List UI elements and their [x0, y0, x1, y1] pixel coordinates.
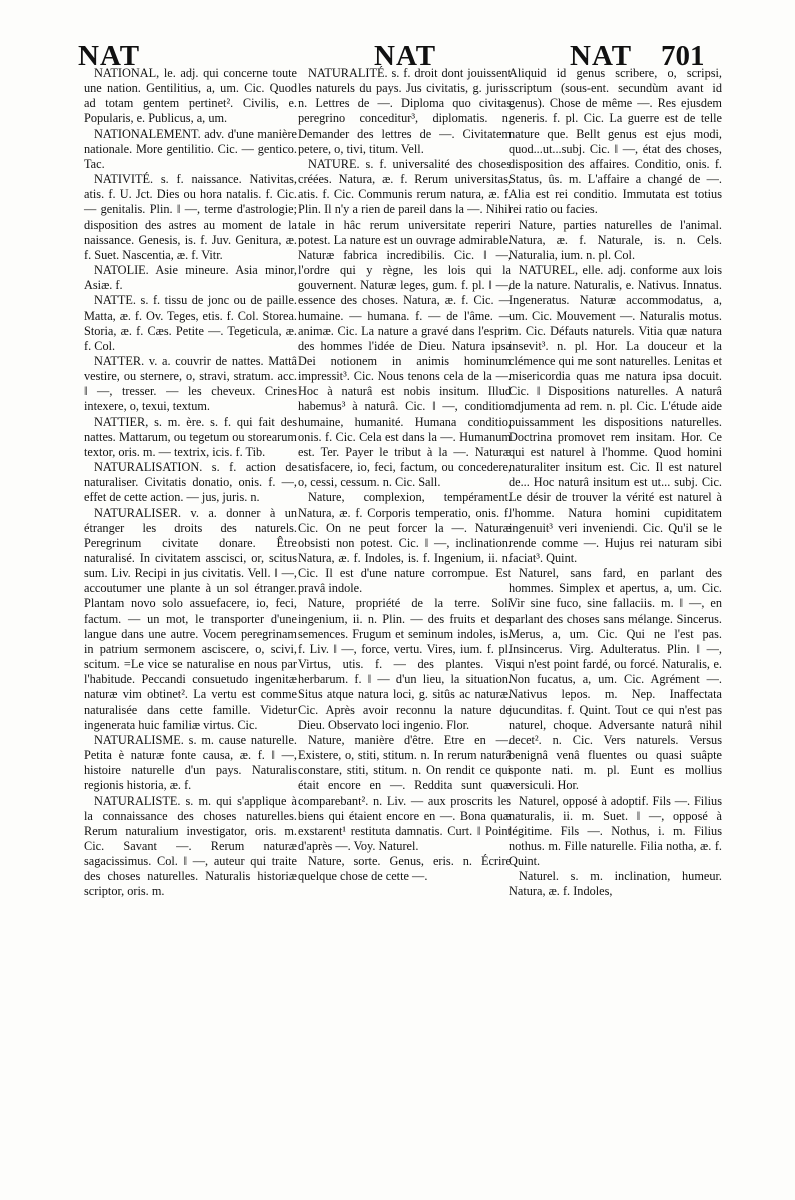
dictionary-entry: NATTIER, s. m. ère. s. f. qui fait des nattes. Mattarum, ou tegetum ou storearum textor, oris. m. — textrix, icis. f. Tib. — [84, 414, 297, 459]
header-center: NAT — [374, 40, 437, 72]
header-right: NAT — [570, 40, 633, 72]
dictionary-entry: NATIVITÉ. s. f. naissance. Nativitas, atis. f. U. Jct. Dies ou hora natalis. f. Cic. — genitalis. Plin. ‖ —, terme d'astrologie; disposition des astres au moment de la naissance. Genesis, is. f. Juv. Genitura, æ. f. Suet. Nascentia, æ. f. Vitr. — [84, 172, 297, 262]
column-left — [84, 66, 297, 900]
dictionary-entry: Nature, sorte. Genus, eris. n. Écrire quelque chose de cette —. — [298, 854, 511, 884]
dictionary-entry: Nature, parties naturelles de l'animal. Natura, æ. f. Naturale, is. n. Cels. Naturalia, ium. n. pl. Col. — [509, 217, 722, 262]
dictionary-entry: Nature, manière d'être. Etre en —. Existere, o, stiti, stitum. n. In rerum naturâ constare, stiti, stitum. n. On rendit ce qui était encore en —. Reddita sunt quæ comparebant². n. Liv. — aux proscrits les biens qui étaient encore en —. Bona quæ exstarent¹ restituta damnatis. Curt. ‖ Point d'après —. Voy. Naturel. — [298, 732, 511, 853]
page-number: 701 — [661, 40, 705, 72]
dictionary-entry: Naturel, opposé à adoptif. Fils —. Filius naturalis, ii. m. Suet. ‖ —, opposé à légitime. Fils —. Nothus, i. m. Filius nothus. m. Fille naturelle. Filia notha, æ. f. Quint. — [509, 793, 722, 869]
dictionary-entry: Nature, propriété de la terre. Soli ingenium, ii. n. Plin. — des fruits et des semences. Frugum et seminum indoles, is. f. Liv. ‖ —, force, vertu. Vires, ium. f. pl. Virtus, utis. f. — des plantes. Vis herbarum. f. ‖ — d'un lieu, la situation. Situs atque natura loci, g. sitûs ac naturæ. Cic. Après avoir reconnu la nature de Dieu. Observato loci ingenio. Flor. — [298, 596, 511, 732]
dictionary-entry: NATURALISATION. s. f. action de naturaliser. Civitatis donatio, onis. f. —, effet de cette action. — jus, juris. n. — [84, 460, 297, 505]
dictionary-entry: NATURE. s. f. universalité des choses créées. Natura, æ. f. Rerum universitas, atis. f. Cic. Communis rerum natura, æ. f. Plin. Il n'y a rien de pareil dans la —. Nihil tale in hâc rerum universitate reperiri potest. La nature est un ouvrage admirable. Naturæ fabrica incredibilis. Cic. ‖ —, l'ordre qui y règne, les lois qui la gouvernent. Naturæ leges, gum. f. pl. ‖ —, essence des choses. Natura, æ. f. Cic. — humaine. — humana. f. — de l'âme. — animæ. Cic. La nature a gravé dans l'esprit des hommes l'idée de Dieu. Natura ipsa Dei notionem in animis hominum impressit³. Cic. Nous tenons cela de la —. Hoc à naturâ est nobis insitum. Illud habemus³ à naturâ. Cic. ‖ —, condition humaine, humanité. Humana conditio, onis. f. Cic. Cela est dans la —. Humanum est. Ter. Payer le tribut à la —. Naturæ satisfacere, io, feci, factum, ou concedere, o, cessi, cessum. n. Cic. Sall. — [298, 156, 511, 490]
column-right — [509, 66, 722, 900]
dictionary-entry: NATIONAL, le. adj. qui concerne toute une nation. Gentilitius, a, um. Cic. Quod ad totam gentem pertinet². Civilis, e. Popularis, e. Publicus, a, um. — [84, 66, 297, 126]
dictionary-entry: NATURALISME. s. m. cause naturelle. Petita è naturæ fonte causa, æ. f. ‖ —, histoire naturelle d'un pays. Naturalis regionis historia, æ. f. — [84, 732, 297, 793]
dictionary-entry: NATURALISTE. s. m. qui s'applique à la connaissance des choses naturelles. Rerum naturalium investigator, oris. m. Cic. Savant —. Rerum naturæ sagacissimus. Col. ‖ —, auteur qui traite des choses naturelles. Naturalis historiæ scriptor, oris. m. — [84, 793, 297, 899]
dictionary-entry: NATURALITÉ. s. f. droit dont jouissent les naturels du pays. Jus civitatis, g. juris. n. Lettres de —. Diploma quo civitas peregrino conceditur³, diplomatis. n. Demander des lettres de —. Civitatem petere, o, tivi, titum. Vell. — [298, 66, 511, 156]
dictionary-entry: NATIONALEMENT. adv. d'une manière nationale. More gentilitio. Cic. — gentico. Tac. — [84, 126, 297, 171]
dictionary-entry: Nature, complexion, tempérament. Natura, æ. f. Corporis temperatio, onis. f. Cic. On ne peut forcer la —. Naturæ obsisti non potest. Cic. ‖ —, inclination. Natura, æ. f. Indoles, is. f. Ingenium, ii. n. Cic. Il est d'une nature corrompue. Est pravâ indole. — [298, 490, 511, 596]
dictionary-entry: NATTE. s. f. tissu de jonc ou de paille. Matta, æ. f. Ov. Teges, etis. f. Col. Storea. Storia, æ. f. Cæs. Petite —. Tegeticula, æ. f. Col. — [84, 293, 297, 353]
dictionary-entry: NATUREL, elle. adj. conforme aux lois de la nature. Naturalis, e. Nativus. Innatus. Ingeneratus. Naturæ accommodatus, a, um. Cic. Mouvement —. Naturalis motus. m. Cic. Défauts naturels. Vitia quæ natura insevit³. n. pl. Hor. La douceur et la clémence qui me sont naturelles. Lenitas et misericordia quas me natura ipsa docuit. Cic. ‖ Dispositions naturelles. A naturâ adjumenta ad rem. n. pl. Cic. L'étude aide puissamment les dispositions naturelles. Doctrina promovet rem insitam. Hor. Ce qui est naturel à l'homme. Quod homini naturaliter insitum est. Cic. Il est naturel de... Hoc naturâ insitum est ut... subj. Cic. Le désir de trouver la vérité est naturel à l'homme. Natura homini cupiditatem ingenuit³ veri inveniendi. Cic. Qu'il se le rende comme —. Hujus rei naturam sibi faciat³. Quint. — [509, 263, 722, 565]
dictionary-entry: Naturel. s. m. inclination, humeur. Natura, æ. f. Indoles, — [509, 869, 722, 899]
dictionary-entry: NATOLIE. Asie mineure. Asia minor, Asiæ. f. — [84, 263, 297, 293]
dictionary-entry: Aliquid id genus scribere, o, scripsi, scriptum (sous-ent. secundùm avant id genus). Chose de même —. Res ejusdem generis. f. pl. Cic. La guerre est de telle nature que. Bellt genus est ejus modi, quod...ut...subj. Cic. ‖ —, état des choses, disposition des affaires. Conditio, onis. f. Status, ûs. m. L'affaire a changé de —. Alia est rei conditio. Immutata est totius rei ratio ou facies. — [509, 66, 722, 217]
column-middle — [298, 66, 511, 884]
dictionary-entry: NATURALISER. v. a. donner à un étranger les droits des naturels. Peregrinum civitate donare. Être naturalisé. In civitatem asscisci, or, scitus sum. Liv. Recipi in jus civitatis. Vell. ‖ —, accoutumer une plante à un sol étranger. Plantam novo solo assuefacere, io, feci, factum. — un mot, le transporter d'une langue dans une autre. Vocem peregrinam in patrium sermonem asciscere, o, scivi, scitum. =Le vice se naturalise en nous par l'habitude. Peccandi consuetudo ingenitæ naturæ vim obtinet². La vertu est comme naturalisée dans cette famille. Videtur ingenerata huic familiæ virtus. Cic. — [84, 505, 297, 732]
dictionary-entry: NATTER. v. a. couvrir de nattes. Mattâ vestire, ou sternere, o, stravi, stratum. acc. ‖ —, tresser. — les cheveux. Crines intexere, o, texui, textum. — [84, 353, 297, 414]
header-left: NAT — [78, 40, 141, 72]
dictionary-entry: Naturel, sans fard, en parlant des hommes. Simplex et apertus, a, um. Cic. Vir sine fuco, sine fallaciis. m. ‖ —, en parlant des choses sans mélange. Sincerus. Merus, a, um. Cic. Qui ne l'est pas. Insincerus. Virg. Adulteratus. Plin. ‖ —, qui n'est point fardé, ou forcé. Naturalis, e. Non fucatus, a, um. Cic. Agrément —. Nativus lepos. m. Nep. Inaffectata jucunditas. f. Quint. Tout ce qui n'est pas naturel, choque. Adversante naturâ nihil decet². n. Cic. Vers naturels. Versus benignâ venâ fluentes ou quasi suâpte sponte nati. m. pl. Eunt es mollius versiculi. Hor. — [509, 566, 722, 793]
